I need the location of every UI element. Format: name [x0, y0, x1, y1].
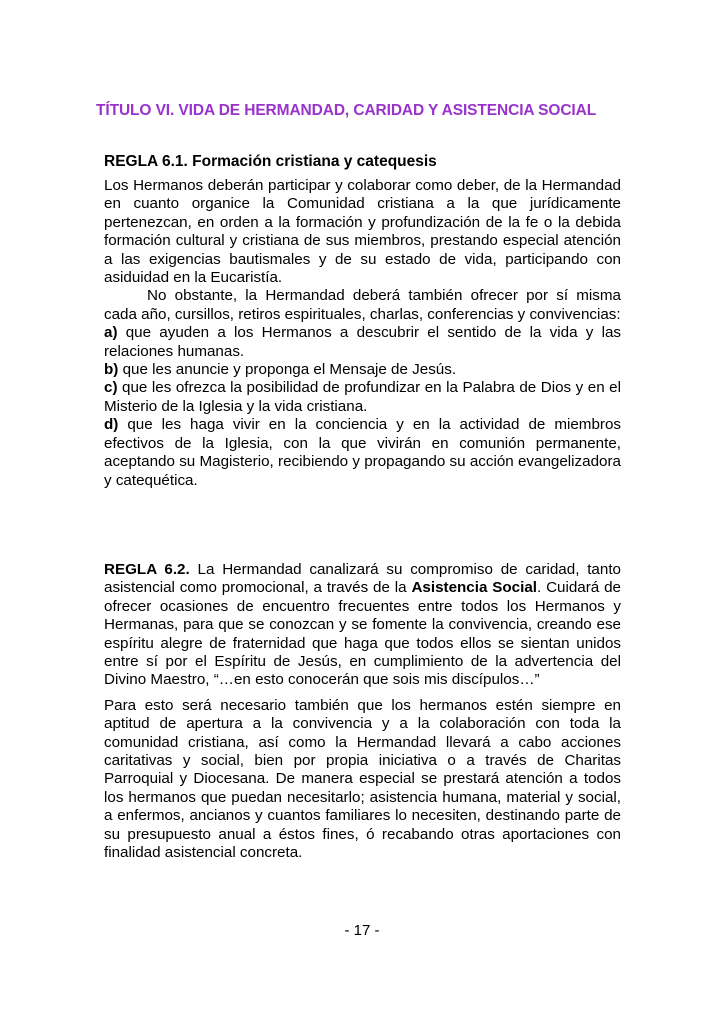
list-item-a: [104, 324, 621, 361]
list-letter: d): [104, 416, 119, 434]
rule-6-2-label: REGLA 6.2.: [104, 561, 190, 578]
list-text: que les haga vivir en la conciencia y en la actividad de miembros efectivos de la Iglesia, con la que vivirán en comunión permanente, aceptando su Magisterio, recibiendo y propagando su acción evangelizadora y catequética.: [104, 416, 621, 489]
asistencia-social-emphasis: Asistencia Social: [411, 579, 537, 597]
list-letter: c): [104, 379, 118, 397]
rule-6-1-paragraph-2: No obstante, la Hermandad deberá también ofrecer por sí misma cada año, cursillos, retiros espirituales, charlas, conferencias y convivencias:: [104, 287, 621, 323]
rule-6-2-paragraph-1: [104, 561, 621, 690]
list-item-c: [104, 379, 621, 416]
list-text: que les ofrezca la posibilidad de profundizar en la Palabra de Dios y en el Misterio de la Iglesia y la vida cristiana.: [104, 379, 621, 415]
page-number: - 17 -: [344, 922, 380, 939]
rule-6-1-heading: REGLA 6.1. Formación cristiana y catequesis: [104, 153, 437, 170]
list-text: que ayuden a los Hermanos a descubrir el sentido de la vida y las relaciones humanas.: [104, 324, 621, 360]
list-item-d: [104, 416, 621, 490]
rule-6-1-section: [104, 152, 621, 490]
rule-6-2-paragraph-2: Para esto será necesario también que los hermanos estén siempre en aptitud de apertura a la convivencia y a la colaboración con toda la comunidad cristiana, así como la Hermandad llevará a cabo acciones caritativas y social, bien por propia iniciativa o a través de Charitas Parroquial y Diocesana. De manera especial se prestará atención a todos los hermanos que puedan necesitarlo; asistencia humana, material y social, a enfermos, ancianos y cuantos familiares lo necesiten, destinando parte de su presupuesto anual a éstos fines, ó recabando otras aportaciones con finalidad asistencial concreta.: [104, 696, 621, 862]
list-letter: b): [104, 361, 119, 379]
rule-6-1-paragraph-1: Los Hermanos deberán participar y colaborar como deber, de la Hermandad en cuanto organice la Comunidad cristiana a la que jurídicamente pertenezcan, en orden a la formación y profundización de la fe o la debida formación cultural y cristiana de sus miembros, prestando especial atención a las exigencias bautismales y de su estado de vida, participando con asiduidad en la Eucaristía.: [104, 177, 621, 287]
text-run: La Hermandad canalizará su compromiso de caridad, tanto asistencial como promocional, a través de la: [104, 561, 621, 597]
text-run: . Cuidará de ofrecer ocasiones de encuentro frecuentes entre todos los Hermanos y Hermanas, para que se conozcan y se fomente la convivencia, creando ese espíritu alegre de fraternidad que haga que todos ellos se sientan unidos entre sí por el Espíritu de Jesús, en cumplimiento de la advertencia del Divino Maestro, “…en esto conocerán que sois mis discípulos…”: [104, 579, 621, 689]
list-item-b: [104, 361, 621, 379]
list-letter: a): [104, 324, 118, 342]
list-text: que les anuncie y proponga el Mensaje de Jesús.: [118, 361, 457, 379]
chapter-title: TÍTULO VI. VIDA DE HERMANDAD, CARIDAD Y ASISTENCIA SOCIAL: [96, 102, 597, 119]
rule-6-2-section: [104, 561, 621, 863]
